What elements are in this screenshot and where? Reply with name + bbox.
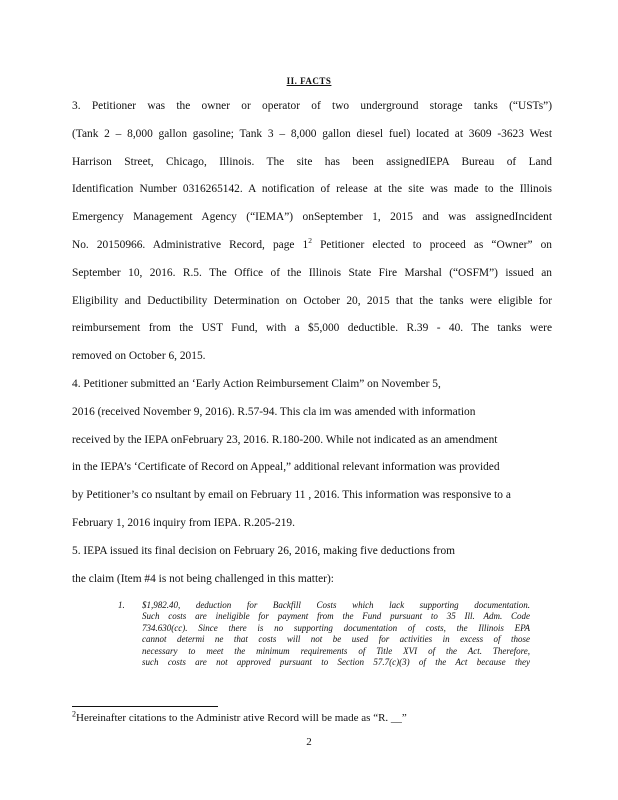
section-heading [0, 76, 618, 86]
para3-line: (Tank 2 – 8,000 gallon gasoline; Tank 3 – 8,000 gallon diesel fuel) located at 3609 -3623 West [72, 127, 552, 140]
para3-line: removed on October 6, 2015. [72, 350, 206, 363]
para3-line: reimbursement from the UST Fund, with a $5,000 deductible. R.39 - 40. The tanks were [72, 322, 552, 335]
para5-line: 5. IEPA issued its final decision on February 26, 2016, making five deductions from [72, 545, 456, 557]
deduction-text [142, 600, 530, 668]
footnote-divider [72, 706, 218, 707]
deduction-line: such costs are not approved pursuant to Section 57.7(c)(3) of the Act because they [142, 657, 530, 668]
paragraph-4 [72, 371, 552, 538]
deduction-line: necessary to meet the minimum requirements of Title XVI of the Act. Therefore, [142, 645, 530, 656]
para3-line-start: No. 20150966. Administrative Record, page 1 [72, 238, 309, 251]
para3-line: Emergency Management Agency (“IEMA”) onSeptember 1, 2015 and was assignedIncident [72, 211, 552, 224]
para4-line: 4. Petitioner submitted an ‘Early Action Reimbursement Claim” on November 5, [72, 378, 441, 390]
deduction-line: 734.630(cc). Since there is no supporting documentation of costs, the Illinois EPA [142, 622, 530, 633]
paragraph-3 [72, 93, 552, 371]
section-heading-text: II. FACTS [286, 76, 332, 86]
para4-line: by Petitioner’s co nsultant by email on February 11 , 2016. This information was responsive to a [72, 489, 511, 502]
para4-line: received by the IEPA onFebruary 23, 2016. R.180-200. While not indicated as an amendment [72, 433, 498, 446]
para3-line: September 10, 2016. R.5. The Office of the Illinois State Fire Marshal (“OSFM”) issued an [72, 266, 552, 279]
para4-line: in the IEPA’s ‘Certificate of Record on Appeal,” additional relevant information was provided [72, 461, 500, 474]
footnote [72, 709, 407, 724]
page-number: 2 [306, 736, 312, 748]
para3-line-end: Petitioner elected to proceed as “Owner” on [311, 238, 552, 251]
para3-line-with-footnote [72, 232, 552, 260]
deduction-line: Such costs are ineligible for payment from the Fund pursuant to 35 Ill. Adm. Code [142, 611, 530, 622]
para3-line: Eligibility and Deductibility Determination on October 20, 2015 that the tanks were eligible for [72, 294, 552, 307]
deduction-line: $1,982.40, deduction for Backfill Costs which lack supporting documentation. [142, 600, 530, 610]
para5-line: the claim (Item #4 is not being challenged in this matter): [72, 572, 334, 585]
deduction-line: cannot determi ne that costs will not be used for activities in excess of those [142, 634, 530, 645]
footnote-reference: 2 [308, 236, 312, 246]
deduction-number: 1. [118, 600, 125, 610]
para3-line: Identification Number 0316265142. A notification of release at the site was made to the Illinois [72, 183, 552, 196]
footnote-marker: 2 [72, 709, 76, 719]
paragraph-5 [72, 538, 552, 594]
para3-line: Harrison Street, Chicago, Illinois. The site has been assignedIEPA Bureau of Land [72, 155, 552, 168]
para4-line: 2016 (received November 9, 2016). R.57-94. This cla im was amended with information [72, 405, 476, 418]
para3-line: 3. Petitioner was the owner or operator of two underground storage tanks (“USTs”) [72, 100, 552, 112]
para4-line: February 1, 2016 inquiry from IEPA. R.205-219. [72, 516, 295, 529]
footnote-text: Hereinafter citations to the Administr ative Record will be made as “R. __” [76, 712, 407, 724]
